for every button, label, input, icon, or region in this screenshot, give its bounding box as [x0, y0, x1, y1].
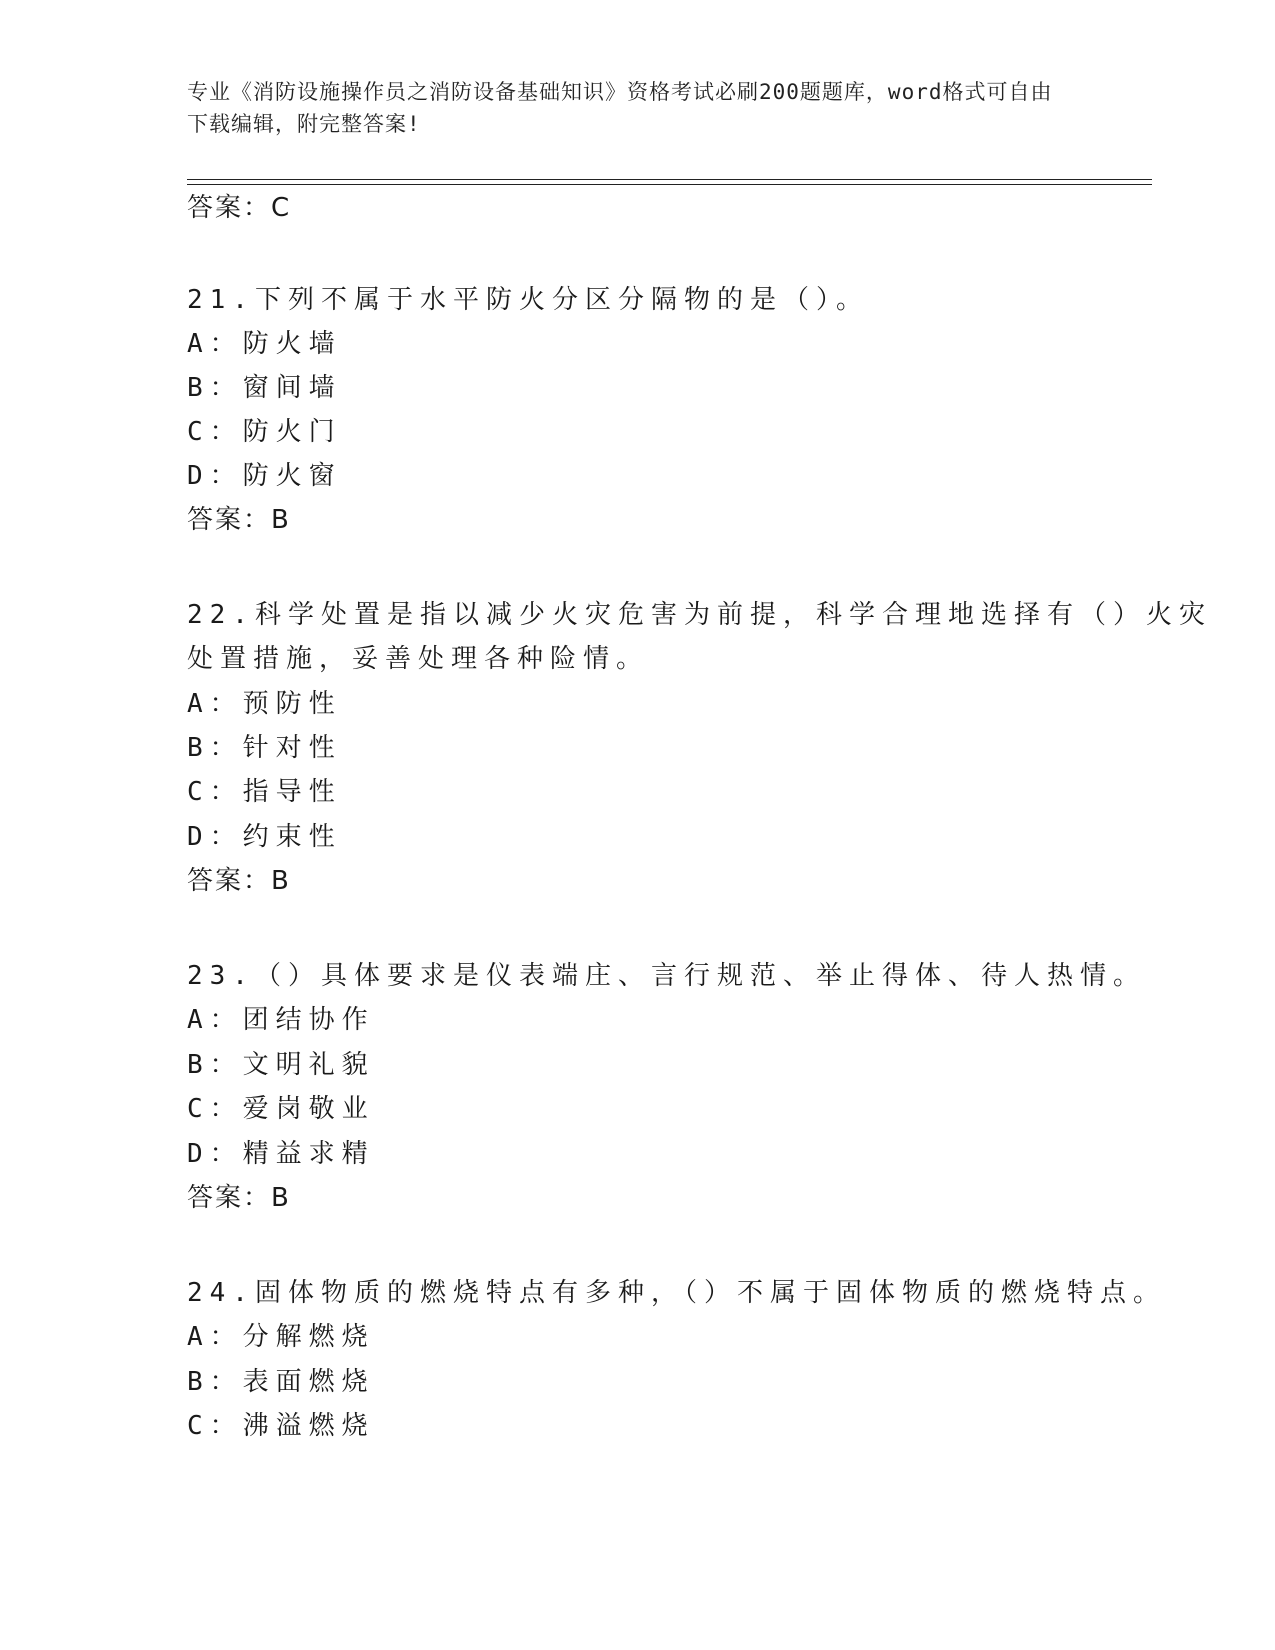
question-23-option-d: D：精益求精	[187, 1139, 375, 1169]
question-22-option-d: D：约束性	[187, 822, 342, 852]
question-23-option-b: B：文明礼貌	[187, 1050, 375, 1080]
question-24-option-a: A：分解燃烧	[187, 1322, 375, 1352]
question-21-option-c: C：防火门	[187, 417, 342, 447]
header-divider-bottom	[187, 184, 1152, 185]
question-24-stem: 24.固体物质的燃烧特点有多种，（）不属于固体物质的燃烧特点。	[187, 1278, 1166, 1308]
question-22-option-a: A：预防性	[187, 689, 342, 719]
document-header: 专业《消防设施操作员之消防设备基础知识》资格考试必刷200题题库，word格式可自由下载编辑，附完整答案!	[187, 80, 1053, 136]
question-21-option-b: B：窗间墙	[187, 373, 342, 403]
question-23-stem: 23.（）具体要求是仪表端庄、言行规范、举止得体、待人热情。	[187, 961, 1146, 991]
question-23-answer: 答案：B	[187, 1183, 291, 1213]
question-22-stem-cont: 处置措施，妥善处理各种险情。	[187, 644, 650, 674]
question-22-stem: 22.科学处置是指以减少火灾危害为前提，科学合理地选择有（）火灾	[187, 600, 1212, 630]
question-23-option-c: C：爱岗敬业	[187, 1094, 375, 1124]
question-22-answer: 答案：B	[187, 866, 291, 896]
header-divider-top	[187, 179, 1152, 180]
question-24-option-c: C：沸溢燃烧	[187, 1411, 375, 1441]
question-24-option-b: B：表面燃烧	[187, 1367, 375, 1397]
question-21-stem: 21.下列不属于水平防火分区分隔物的是（）。	[187, 285, 869, 315]
question-22-option-b: B：针对性	[187, 733, 342, 763]
question-21-option-a: A：防火墙	[187, 329, 342, 359]
question-21-answer: 答案：B	[187, 505, 291, 535]
answer-prev: 答案：C	[187, 193, 292, 223]
question-21-option-d: D：防火窗	[187, 461, 342, 491]
question-22-option-c: C：指导性	[187, 777, 342, 807]
question-23-option-a: A：团结协作	[187, 1005, 375, 1035]
